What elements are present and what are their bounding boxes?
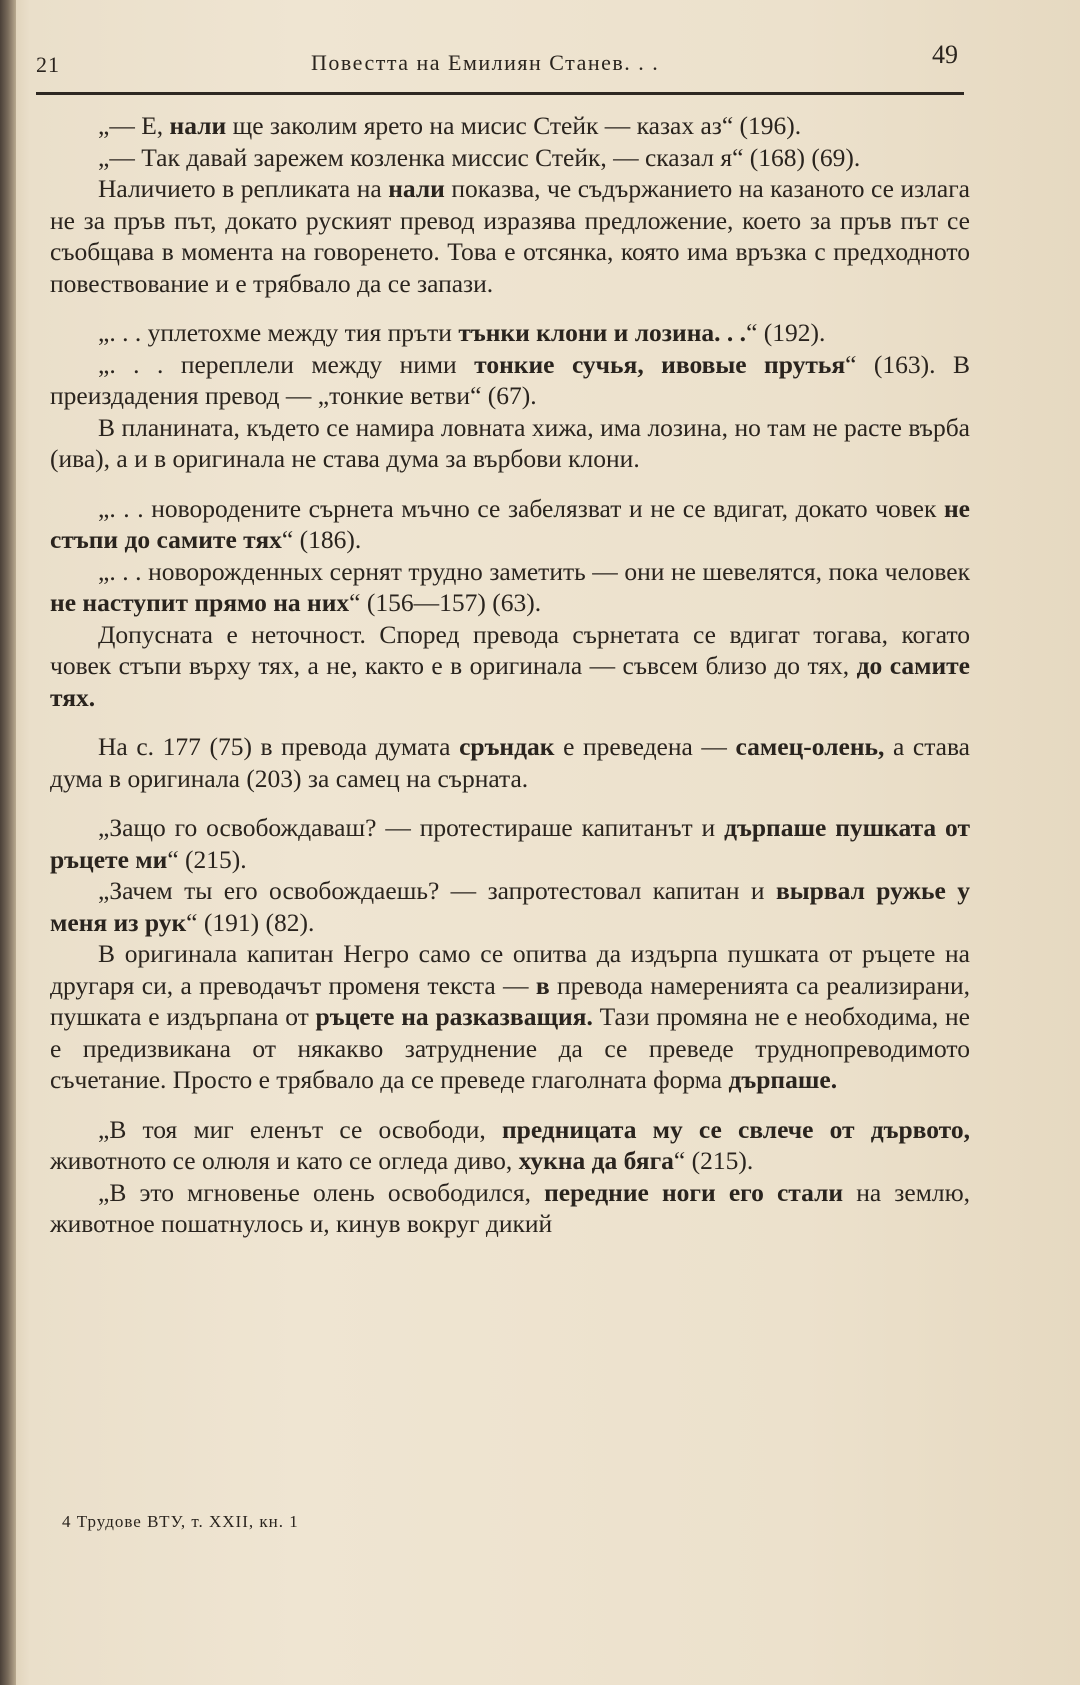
text-run: ще заколим ярето на мисис Стейк — казах аз“ (196).: [226, 111, 802, 140]
bold-text-run: передние ноги его стали: [544, 1177, 844, 1207]
paragraph-4: [50, 317, 970, 349]
running-title: Повестта на Емилиян Станев. . .: [311, 50, 660, 75]
text-run: „. . . переплели между ними: [98, 349, 475, 379]
text-run: животното се олюля и като се огледа диво,: [50, 1146, 519, 1175]
header-rule: [36, 92, 964, 95]
text-run: В оригинала капитан Негро само се опитва да издърпа пушката от ръцете на другаря си, а преводачът променя текста —: [50, 939, 970, 1000]
text-run: показва, че съдържанието на казаното се излага не за пръв път, докато руският превод изразява предложение, което за пръв път се съобщава в момента на говоренето. Това е отсянка, която има връзка с предходното повествование и е трябвало да се запази.: [50, 174, 970, 298]
paragraph-3: [50, 173, 970, 299]
page-number-right: 49: [932, 40, 958, 69]
text-run: “ (192).: [746, 318, 826, 347]
paragraph-6: [50, 412, 970, 475]
book-spine-shadow: [0, 0, 16, 1685]
text-run: На с. 177 (75) в превода думата: [98, 732, 460, 761]
text-run: Наличието в репликата на: [98, 174, 389, 203]
page-header: [36, 40, 966, 88]
bold-text-run: сръндак: [459, 732, 555, 761]
text-run: Допусната е неточност. Според превода сърнетата се вдигат тогава, когато човек стъпи върху тях, а не, както е в оригинала — съвсем близо до тях,: [50, 619, 970, 680]
bold-text-run: самец-олень,: [735, 732, 885, 761]
bold-text-run: дърпаше.: [728, 1065, 838, 1094]
text-run: е преведена —: [554, 732, 736, 761]
bold-text-run: до самите тях.: [50, 651, 970, 712]
text-run: „Зачем ты его освобождаешь? — запротестовал капитан и: [98, 876, 776, 905]
text-run: превода намеренията са реализирани, пушката е издърпана от: [50, 970, 970, 1031]
text-run: “ (186).: [281, 525, 362, 554]
bold-text-run: не наступит прямо на них: [50, 588, 350, 617]
text-run: “ (163). В преиздадения превод — „тонкие ветви“ (67).: [50, 349, 970, 410]
bold-text-run: не стъпи до самите тях: [50, 493, 970, 554]
paragraph-12: [50, 875, 970, 938]
paragraph-2: [50, 142, 970, 174]
paragraph-5: [50, 349, 970, 412]
paragraph-7: [50, 493, 970, 556]
text-run: „— Так давай зарежем козленка миссис Стейк, — сказал я“ (168) (69).: [98, 142, 861, 172]
text-run: “ (215).: [167, 844, 247, 874]
text-run: на землю, животное пошатнулось и, кинув вокруг дикий: [50, 1177, 970, 1238]
bold-text-run: тонкие сучья, ивовые прутья: [474, 349, 846, 379]
text-run: а става дума в оригинала (203) за самец на сърната.: [50, 732, 971, 793]
bold-text-run: нали: [169, 111, 227, 140]
page-footer: 4 Трудове ВТУ, т. XXII, кн. 1: [62, 1512, 299, 1531]
text-run: “ (215).: [673, 1146, 754, 1175]
paragraph-10: [50, 731, 970, 794]
paragraph-14: [50, 1114, 970, 1177]
bold-text-run: ръцете на разказващия.: [315, 1002, 593, 1031]
text-run: „В тоя миг еленът се освободи,: [98, 1114, 502, 1144]
bold-text-run: дърпаше пушката от ръцете ми: [50, 813, 970, 874]
text-run: “ (191) (82).: [186, 907, 315, 937]
text-run: „Защо го освобождаваш? — протестираше капитанът и: [98, 813, 725, 842]
text-run: „. . . уплетохме между тия пръти: [98, 318, 459, 347]
paragraph-9: [50, 619, 970, 714]
text-run: „В это мгновенье олень освободился,: [98, 1177, 545, 1207]
bold-text-run: нали: [388, 174, 445, 203]
bold-text-run: предницата му се свлече от дървото,: [501, 1114, 971, 1144]
text-run: „— Е,: [98, 111, 170, 140]
paragraph-8: [50, 556, 970, 619]
bold-text-run: хукна да бяга: [518, 1146, 674, 1175]
paragraph-1: [50, 110, 970, 142]
bold-text-run: в: [535, 970, 550, 1000]
bold-text-run: вырвал ружье у меня из рук: [50, 876, 970, 937]
text-run: “ (156—157) (63).: [349, 588, 542, 617]
text-run: В планината, където се намира ловната хижа, има лозина, но там не расте върба (ива), а и в оригинала не става дума за върбови клони.: [50, 412, 970, 473]
bold-text-run: тънки клони и лозина. . .: [458, 318, 747, 347]
paragraph-13: [50, 938, 970, 1096]
body-text: [50, 110, 970, 1240]
paragraph-11: [50, 812, 970, 875]
text-run: „. . . новорожденных сернят трудно заметить — они не шевелятся, пока человек: [98, 556, 970, 586]
paragraph-15: [50, 1177, 970, 1240]
text-run: „. . . новородените сърнета мъчно се забелязват и не се вдигат, докато човек: [98, 493, 944, 523]
page-number-left: 21: [36, 52, 60, 77]
text-run: Тази промяна не е необходима, не е предизвикана от някакво затруднение да се преведе труднопреводимото съчетание. Просто е трябвало да се преведе глаголната форма: [50, 1002, 970, 1094]
